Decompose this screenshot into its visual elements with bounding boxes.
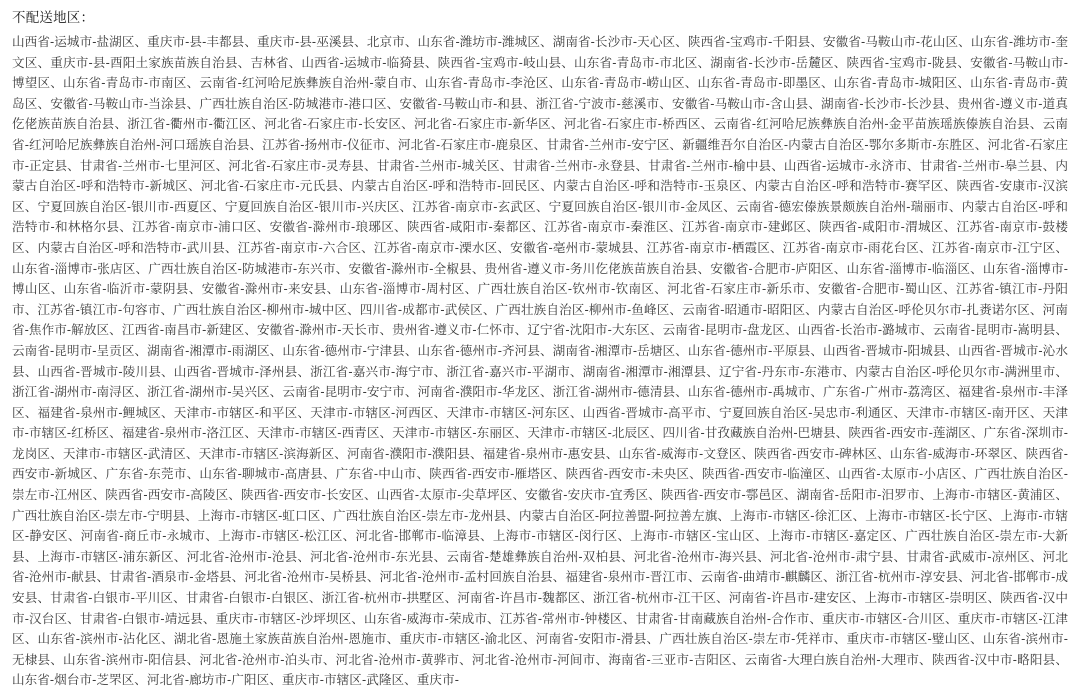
excluded-regions-text: 山西省-运城市-盐湖区、重庆市-县-丰都县、重庆市-县-巫溪县、北京市、山东省-潍坊市-潍城区、湖南省-长沙市-天心区、陕西省-宝鸡市-千阳县、安徽省-马鞍山市-花山区、山东省-潍坊市-奎文区、重庆市-县-酉阳土家族苗族自治县、吉林省、山西省-运城市-临猗县、陕西省-宝鸡市-岐山县、山东省-青岛市-市北区、湖南省-长沙市-岳麓区、陕西省-宝鸡市-陇县、安徽省-马鞍山市-博望区、山东省-青岛市-市南区、云南省-红河哈尼族彝族自治州-蒙自市、山东省-青岛市-李沧区、山东省-青岛市-崂山区、山东省-青岛市-即墨区、山东省-青岛市-城阳区、山东省-青岛市-黄岛区、安徽省-马鞍山市-当涂县、广西壮族自治区-防城港市-港口区、安徽省-马鞍山市-和县、浙江省-宁波市-慈溪市、安徽省-马鞍山市-含山县、湖南省-长沙市-长沙县、贵州省-遵义市-道真仡佬族苗族自治县、浙江省-衢州市-衢江区、河北省-石家庄市-长安区、河北省-石家庄市-新华区、河北省-石家庄市-桥西区、云南省-红河哈尼族彝族自治州-金平苗族瑶族傣族自治县、云南省-红河哈尼族彝族自治州-河口瑶族自治县、江苏省-扬州市-仪征市、河北省-石家庄市-鹿泉区、甘肃省-兰州市-安宁区、新疆维吾尔自治区-内蒙古自治区-鄂尔多斯市-东胜区、河北省-石家庄市-正定县、甘肃省-兰州市-七里河区、河北省-石家庄市-灵寿县、甘肃省-兰州市-城关区、甘肃省-兰州市-永登县、甘肃省-兰州市-榆中县、山西省-运城市-永济市、甘肃省-兰州市-皋兰县、内蒙古自治区-呼和浩特市-新城区、河北省-石家庄市-元氏县、内蒙古自治区-呼和浩特市-回民区、内蒙古自治区-呼和浩特市-玉泉区、内蒙古自治区-呼和浩特市-赛罕区、陕西省-安康市-汉滨区、宁夏回族自治区-银川市-西夏区、宁夏回族自治区-银川市-兴庆区、江苏省-南京市-玄武区、宁夏回族自治区-银川市-金凤区、云南省-德宏傣族景颇族自治州-瑞丽市、内蒙古自治区-呼和浩特市-和林格尔县、江苏省-南京市-浦口区、安徽省-滁州市-琅琊区、陕西省-咸阳市-秦都区、江苏省-南京市-秦淮区、江苏省-南京市-建邺区、陕西省-咸阳市-渭城区、江苏省-南京市-鼓楼区、内蒙古自治区-呼和浩特市-武川县、江苏省-南京市-六合区、江苏省-南京市-溧水区、安徽省-亳州市-蒙城县、江苏省-南京市-栖霞区、江苏省-南京市-雨花台区、江苏省-南京市-江宁区、山东省-淄博市-张店区、广西壮族自治区-防城港市-东兴市、安徽省-滁州市-全椒县、贵州省-遵义市-务川仡佬族苗族自治县、安徽省-合肥市-庐阳区、山东省-淄博市-临淄区、山东省-淄博市-博山区、山东省-临沂市-蒙阴县、安徽省-滁州市-来安县、山东省-淄博市-周村区、广西壮族自治区-钦州市-钦南区、河北省-石家庄市-新乐市、安徽省-合肥市-蜀山区、江苏省-镇江市-丹阳市、江苏省-镇江市-句容市、广西壮族自治区-柳州市-城中区、四川省-成都市-武侯区、广西壮族自治区-柳州市-鱼峰区、云南省-昭通市-昭阳区、内蒙古自治区-呼伦贝尔市-扎赉诺尔区、河南省-焦作市-解放区、江西省-南昌市-新建区、安徽省-滁州市-天长市、贵州省-遵义市-仁怀市、辽宁省-沈阳市-大东区、云南省-昆明市-盘龙区、山西省-长治市-潞城市、云南省-昆明市-嵩明县、云南省-昆明市-呈贡区、湖南省-湘潭市-雨湖区、山东省-德州市-宁津县、山东省-德州市-齐河县、湖南省-湘潭市-岳塘区、山东省-德州市-平原县、山西省-晋城市-阳城县、山西省-晋城市-沁水县、山西省-晋城市-陵川县、山西省-晋城市-泽州县、浙江省-嘉兴市-海宁市、浙江省-嘉兴市-平湖市、湖南省-湘潭市-湘潭县、辽宁省-丹东市-东港市、内蒙古自治区-呼伦贝尔市-满洲里市、浙江省-湖州市-南浔区、浙江省-湖州市-吴兴区、云南省-昆明市-安宁市、河南省-濮阳市-华龙区、浙江省-湖州市-德清县、山东省-德州市-禹城市、广东省-广州市-荔湾区、福建省-泉州市-丰泽区、福建省-泉州市-鲤城区、天津市-市辖区-和平区、天津市-市辖区-河西区、天津市-市辖区-河东区、山西省-晋城市-高平市、宁夏回族自治区-吴忠市-利通区、天津市-市辖区-南开区、天津市-市辖区-红桥区、福建省-泉州市-洛江区、天津市-市辖区-西青区、天津市-市辖区-东丽区、天津市-市辖区-北辰区、四川省-甘孜藏族自治州-巴塘县、陕西省-西安市-莲湖区、广东省-深圳市-龙岗区、天津市-市辖区-武清区、天津市-市辖区-滨海新区、河南省-濮阳市-濮阳县、福建省-泉州市-惠安县、山东省-威海市-文登区、陕西省-西安市-碑林区、山东省-威海市-环翠区、陕西省-西安市-新城区、广东省-东莞市、山东省-聊城市-高唐县、广东省-中山市、陕西省-西安市-雁塔区、陕西省-西安市-未央区、陕西省-西安市-临潼区、山西省-太原市-小店区、广西壮族自治区-崇左市-江州区、陕西省-西安市-高陵区、陕西省-西安市-长安区、山西省-太原市-尖草坪区、安徽省-安庆市-宜秀区、陕西省-西安市-鄠邑区、湖南省-岳阳市-汨罗市、上海市-市辖区-黄浦区、广西壮族自治区-崇左市-宁明县、上海市-市辖区-虹口区、广西壮族自治区-崇左市-龙州县、内蒙古自治区-阿拉善盟-阿拉善左旗、上海市-市辖区-徐汇区、上海市-市辖区-长宁区、上海市-市辖区-静安区、河南省-商丘市-永城市、上海市-市辖区-松江区、河北省-邯郸市-临漳县、上海市-市辖区-闵行区、上海市-市辖区-宝山区、上海市-市辖区-嘉定区、广西壮族自治区-崇左市-大新县、上海市-市辖区-浦东新区、河北省-沧州市-沧县、河北省-沧州市-东光县、云南省-楚雄彝族自治州-双柏县、河北省-沧州市-海兴县、河北省-沧州市-肃宁县、甘肃省-武威市-凉州区、河北省-沧州市-献县、甘肃省-酒泉市-金塔县、河北省-沧州市-吴桥县、河北省-沧州市-孟村回族自治县、福建省-泉州市-晋江市、云南省-曲靖市-麒麟区、浙江省-杭州市-淳安县、河北省-邯郸市-成安县、甘肃省-白银市-平川区、甘肃省-白银市-白银区、浙江省-杭州市-拱墅区、河南省-许昌市-魏都区、浙江省-杭州市-江干区、河南省-许昌市-建安区、上海市-市辖区-崇明区、陕西省-汉中市-汉台区、甘肃省-白银市-靖远县、重庆市-市辖区-沙坪坝区、山东省-威海市-荣成市、江苏省-常州市-钟楼区、甘肃省-甘南藏族自治州-合作市、重庆市-市辖区-合川区、重庆市-市辖区-江津区、山东省-滨州市-沾化区、湖北省-恩施土家族苗族自治州-恩施市、重庆市-市辖区-渝北区、河南省-安阳市-滑县、广西壮族自治区-崇左市-凭祥市、重庆市-市辖区-璧山区、山东省-滨州市-无棣县、山东省-滨州市-阳信县、河北省-沧州市-泊头市、河北省-沧州市-黄骅市、河北省-沧州市-河间市、海南省-三亚市-吉阳区、云南省-大理白族自治州-大理市、陕西省-汉中市-略阳县、山东省-烟台市-芝罘区、河北省-廊坊市-广阳区、重庆市-市辖区-武隆区、重庆市- xyxy=(12,35,1068,688)
page-title: 不配送地区： xyxy=(12,10,95,25)
